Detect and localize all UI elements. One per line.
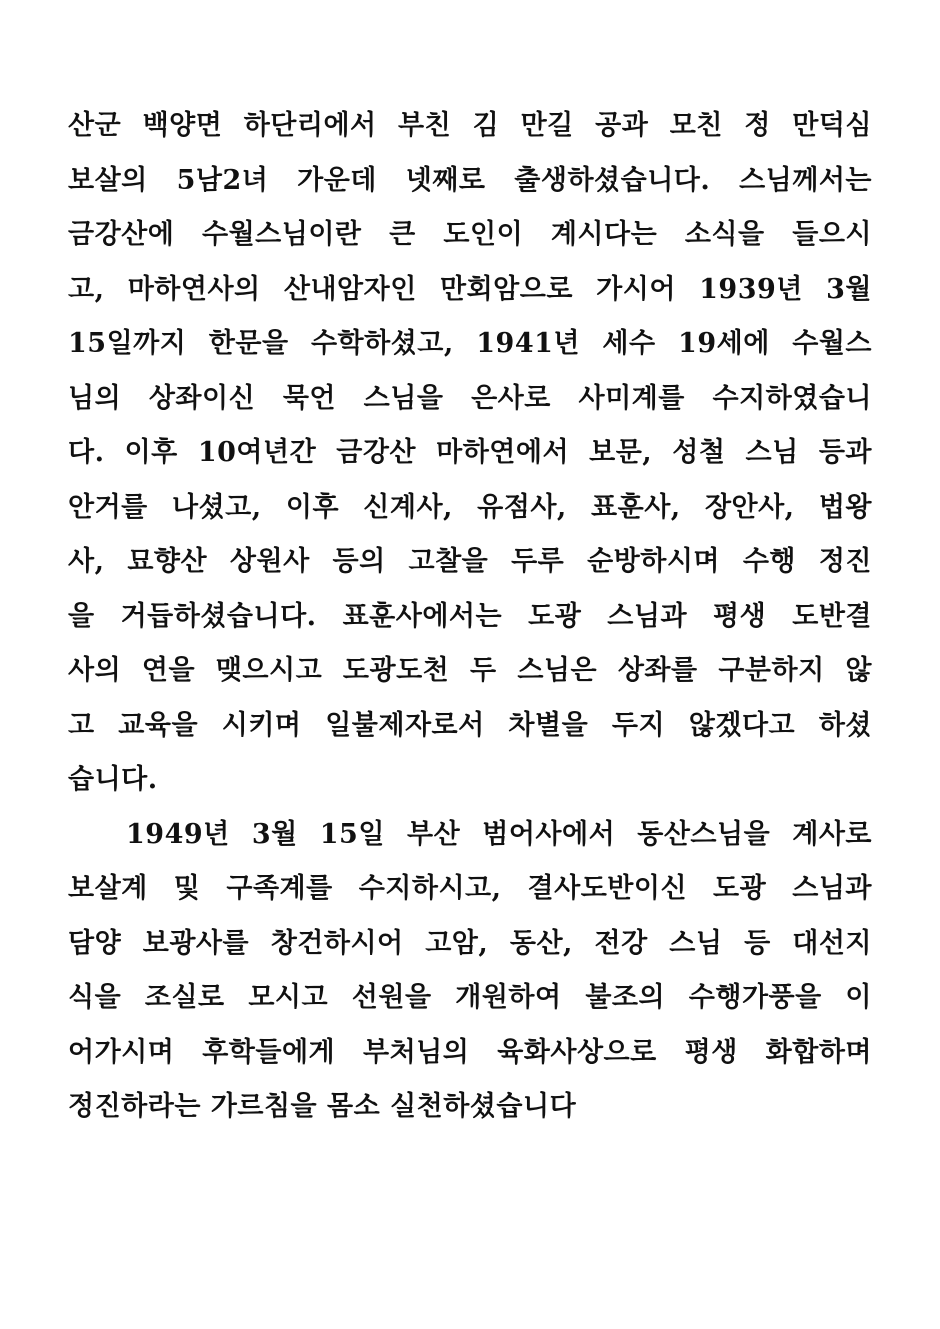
text-line: 담양 보광사를 창건하시어 고암, 동산, 전강 스님 등 대선지 xyxy=(68,927,872,959)
paragraph-2 xyxy=(68,808,872,1135)
text-line: 정진하라는 가르침을 몸소 실천하셨습니다 xyxy=(68,1091,577,1122)
paragraph-1 xyxy=(68,99,872,808)
text-line: 을 거듭하셨습니다. 표훈사에서는 도광 스님과 평생 도반결 xyxy=(68,600,872,632)
text-line: 15일까지 한문을 수학하셨고, 1941년 세수 19세에 수월스 xyxy=(68,328,872,359)
text-line: 사의 연을 맺으시고 도광도천 두 스님은 상좌를 구분하지 않 xyxy=(68,655,872,686)
text-line: 산군 백양면 하단리에서 부친 김 만길 공과 모친 정 만덕심 xyxy=(68,110,872,141)
text-line: 보살계 및 구족계를 수지하시고, 결사도반이신 도광 스님과 xyxy=(68,873,872,904)
text-line: 고 교육을 시키며 일불제자로서 차별을 두지 않겠다고 하셨 xyxy=(68,709,872,741)
text-line: 고, 마하연사의 산내암자인 만회암으로 가시어 1939년 3월 xyxy=(68,273,872,305)
document-page xyxy=(68,99,872,1135)
text-line: 보살의 5남2녀 가운데 넷째로 출생하셨습니다. 스님께서는 xyxy=(68,164,872,196)
text-line: 다. 이후 10여년간 금강산 마하연에서 보문, 성철 스님 등과 xyxy=(68,437,872,468)
text-line: 어가시며 후학들에게 부처님의 육화사상으로 평생 화합하며 xyxy=(68,1036,872,1068)
text-line: 안거를 나셨고, 이후 신계사, 유점사, 표훈사, 장안사, 법왕 xyxy=(68,491,872,523)
text-line: 식을 조실로 모시고 선원을 개원하여 불조의 수행가풍을 이 xyxy=(68,982,872,1013)
text-line: 금강산에 수월스님이란 큰 도인이 계시다는 소식을 들으시 xyxy=(68,219,872,250)
text-line: 1949년 3월 15일 부산 범어사에서 동산스님을 계사로 xyxy=(126,818,872,850)
text-line: 님의 상좌이신 묵언 스님을 은사로 사미계를 수지하였습니 xyxy=(68,382,872,414)
text-line: 습니다. xyxy=(68,764,158,795)
text-line: 사, 묘향산 상원사 등의 고찰을 두루 순방하시며 수행 정진 xyxy=(68,546,872,577)
